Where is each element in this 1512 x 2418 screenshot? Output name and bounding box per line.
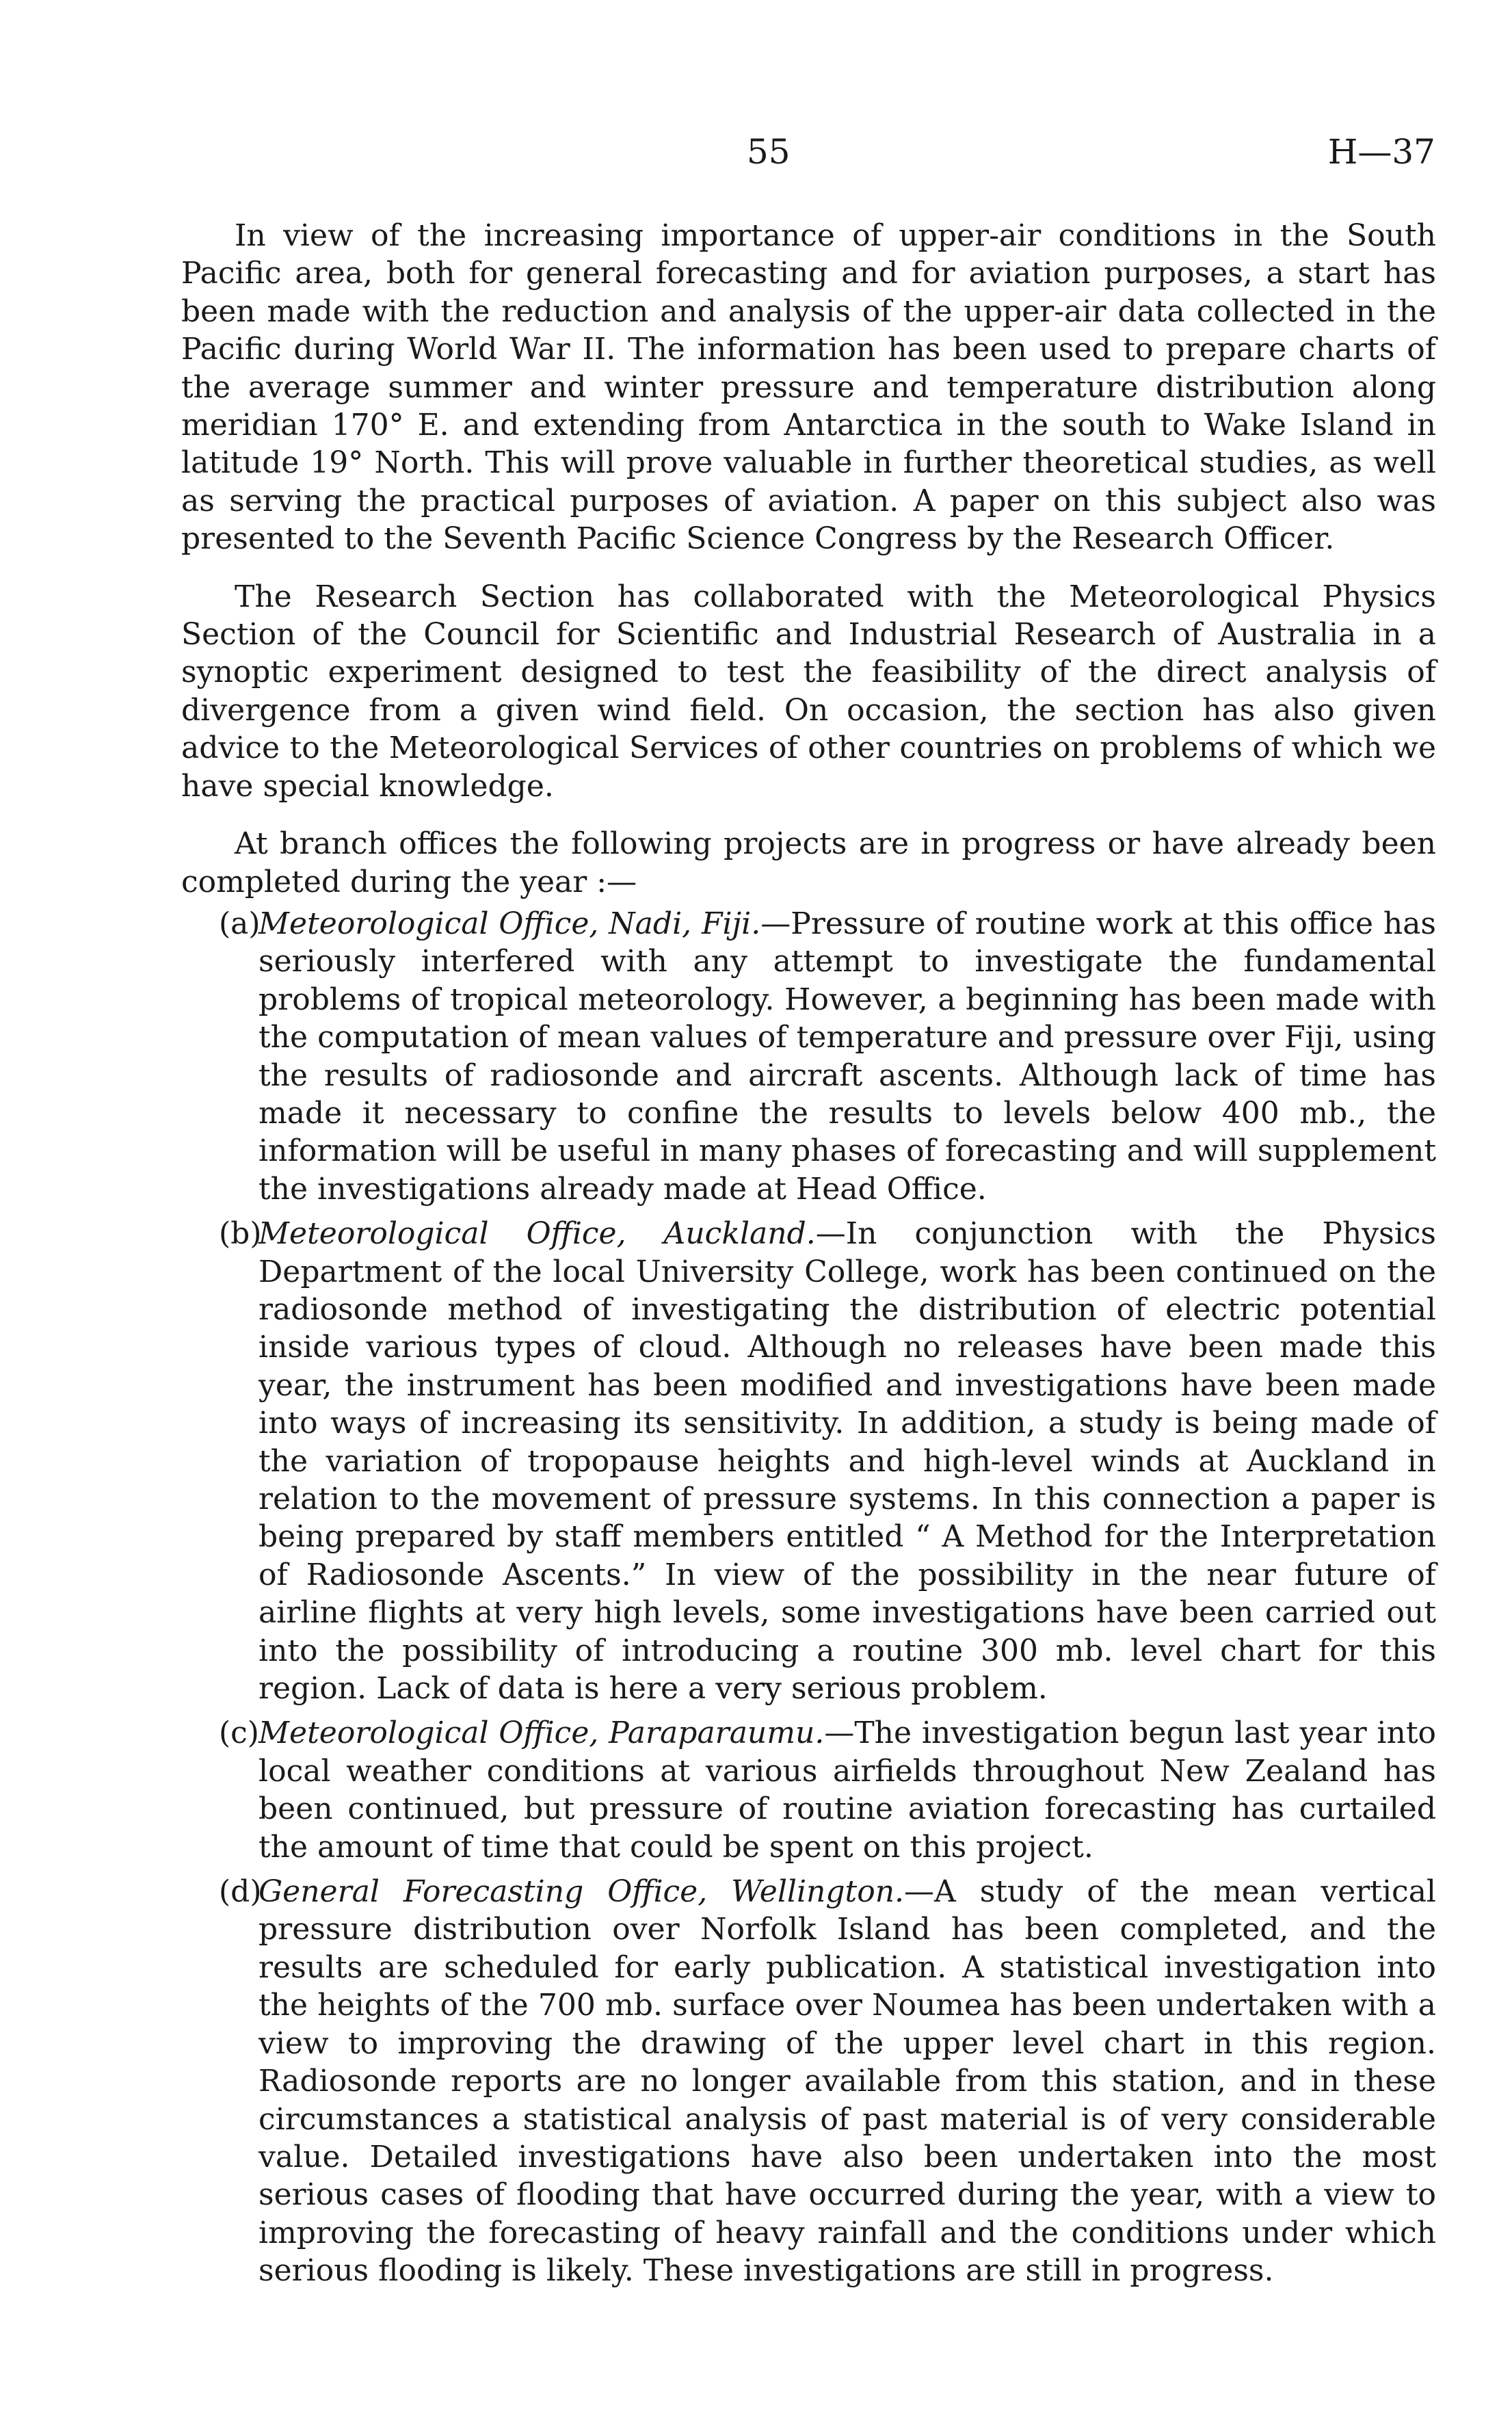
paragraph-upper-air-research: In view of the increasing importance of upper-air conditions in the South Pacific area, both for general forecasting and for aviation purposes, a start has been made with the reduction and analysis of the upper-air data collected in the Pacific during World War II. The information has been used to prepare charts of the average summer and winter pressure and temperature distribution along meridian 170° E. and extending from Antarctica in the south to Wake Island in latitude 19° North. This will prove valuable in further theoretical studies, as well as serving the practical purposes of aviation. A paper on this subject also was presented to the Seventh Pacific Science Congress by the Research Officer. bbox=[181, 218, 1436, 557]
list-marker: (c) bbox=[219, 1716, 259, 1751]
body-text bbox=[181, 217, 1436, 2297]
list-item-heading: Meteorological Office, Nadi, Fiji. bbox=[258, 906, 761, 941]
list-item-text: In conjunction with the Physics Department of the local University College, work has been continued on the radiosonde method of investigating the distribution of electric potential inside various types of cloud. Although no releases have been made this year, the instrument has been modified and investigations have been made into ways of increasing its sensitivity. In addition, a study is being made of the variation of tropopause heights and high-level winds at Auckland in relation to the movement of pressure systems. In this connection a paper is being prepared by staff members entitled “ A Method for the Interpretation of Radiosonde Ascents.” In view of the possibility in the near future of airline flights at very high levels, some investigations have been carried out into the possibility of introducing a routine 300 mb. level chart for this region. Lack of data is here a very serious problem. bbox=[258, 1216, 1436, 1707]
list-item-text: Pressure of routine work at this office has seriously interfered with any attempt to investigate the fundamental problems of tropical meteorology. However, a beginning has been made with the computation of mean values of temperature and pressure over Fiji, using the results of radiosonde and aircraft ascents. Although lack of time has made it necessary to confine the results to levels below 400 mb., the information will be useful in many phases of forecasting and will supplement the investigations already made at Head Office. bbox=[258, 906, 1436, 1207]
branch-office-projects-list bbox=[181, 905, 1436, 2290]
list-item-dash: — bbox=[760, 906, 791, 941]
list-item-dash: — bbox=[815, 1216, 846, 1252]
paragraph-branch-offices-intro: At branch offices the following projects are in progress or have already been completed during the year :— bbox=[181, 826, 1436, 899]
list-item-text: The investigation begun last year into local weather conditions at various airfields throughout New Zealand has been continued, but pressure of routine aviation forecasting has curtailed the amount of time that could be spent on this project. bbox=[258, 1716, 1436, 1865]
document-reference: H—37 bbox=[1327, 132, 1435, 172]
page-header bbox=[0, 132, 1512, 180]
list-item-dash: — bbox=[824, 1716, 855, 1751]
paragraph-research-collaboration: The Research Section has collaborated with the Meteorological Physics Section of the Council for Scientific and Industrial Research of Australia in a synoptic experiment designed to test the feasibility of the direct analysis of divergence from a given wind field. On occasion, the section has also given advice to the Meteorological Services of other countries on problems of which we have special knowledge. bbox=[181, 579, 1436, 804]
list-item-heading: Meteorological Office, Paraparaumu. bbox=[258, 1716, 825, 1751]
list-item-dash: — bbox=[904, 1874, 935, 1910]
list-item-nadi-fiji bbox=[219, 905, 1436, 1208]
list-item-wellington bbox=[219, 1873, 1436, 2289]
list-item-heading: General Forecasting Office, Wellington. bbox=[258, 1874, 905, 1910]
list-marker: (b) bbox=[219, 1216, 262, 1252]
list-item-text: A study of the mean vertical pressure distribution over Norfolk Island has been completed, and the results are scheduled for early publication. A statistical investigation into the heights of the 700 mb. surface over Noumea has been undertaken with a view to improving the drawing of the upper level chart in this region. Radiosonde reports are no longer available from this station, and in these circumstances a statistical analysis of past material is of very considerable value. Detailed investigations have also been undertaken into the most serious cases of flooding that have occurred during the year, with a view to improving the forecasting of heavy rainfall and the conditions under which serious flooding is likely. These investigations are still in progress. bbox=[258, 1874, 1436, 2289]
list-marker: (a) bbox=[219, 906, 261, 941]
list-item-heading: Meteorological Office, Auckland. bbox=[258, 1216, 816, 1252]
page-number: 55 bbox=[747, 132, 791, 172]
list-item-auckland bbox=[219, 1215, 1436, 1707]
list-marker: (d) bbox=[219, 1874, 262, 1910]
list-item-paraparaumu bbox=[219, 1714, 1436, 1866]
